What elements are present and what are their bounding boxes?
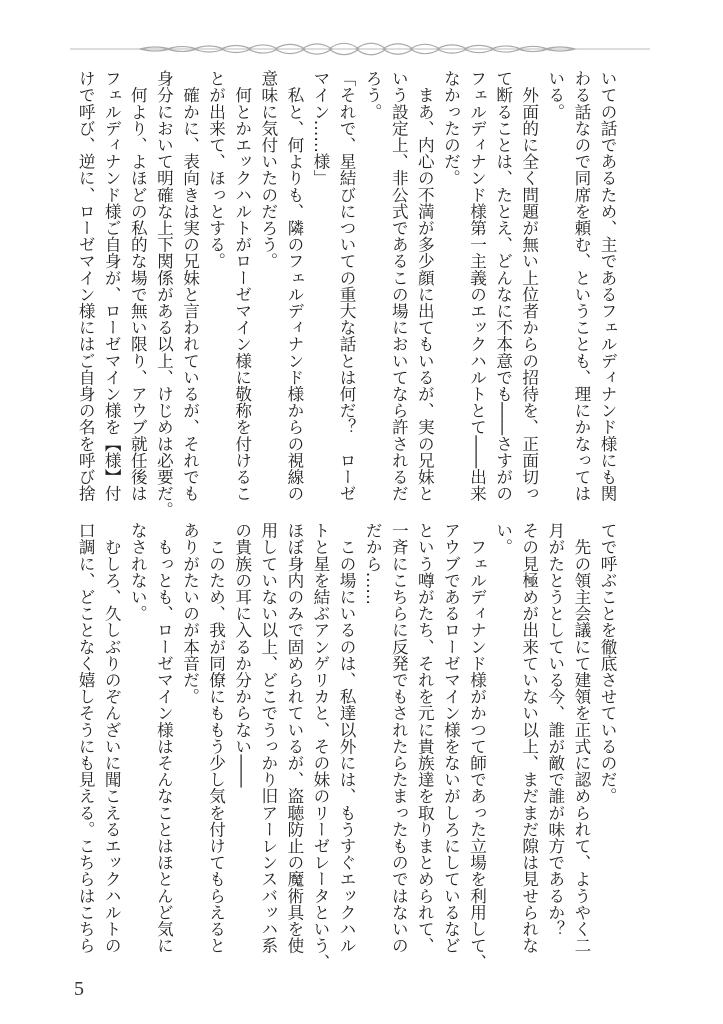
text-line: いての話であるため、主であるフェルディナンド様にも関 xyxy=(598,70,617,502)
text-line: フェルディナンド様第一主義のエックハルトとて――出来 xyxy=(467,70,487,502)
text-line: 口調に、どことなく嬉しそうにも見える。こちらはこちら xyxy=(76,522,96,954)
text-line: 一斉にこちらに反発でもされたらたまったものではないの xyxy=(389,522,409,954)
header-ornament xyxy=(70,34,650,64)
text-line: 用していない以上、どこでうっかり旧アーレンスバッハ系 xyxy=(258,522,278,954)
text-line: 意味に気付いたのだろう。 xyxy=(258,70,278,270)
text-line: 私と、何よりも、隣のフェルディナンド様からの視線の xyxy=(284,70,304,502)
text-line: わる話なので同席を頼む、ということも、理にかなっては xyxy=(571,70,591,502)
text-line: なかったのだ。 xyxy=(441,70,461,187)
text-line: むしろ、久しぶりのぞんざいに聞こえるエックハルトの xyxy=(102,522,122,954)
text-line: なされない。 xyxy=(128,522,148,622)
text-line: けで呼び、逆に、ローゼマイン様にはご自身の名を呼び捨 xyxy=(76,70,96,502)
text-line: その見極めが出来ていない以上、まだまだ隙は見せられな xyxy=(519,522,539,954)
text-line: 確かに、表向きは実の兄妹と言われているが、それでも xyxy=(180,70,200,502)
text-line: いる。 xyxy=(545,70,565,120)
text-block-top xyxy=(72,70,620,520)
text-line: この場にいるのは、私達以外には、もうすぐエックハル xyxy=(337,522,357,954)
text-line: まあ、内心の不満が多少顔に出てもいるが、実の兄妹と xyxy=(415,70,435,502)
text-line: もっとも、ローゼマイン様はそんなことはほとんど気に xyxy=(154,522,174,954)
text-line: アウブであるローゼマイン様をないがしろにしているなど xyxy=(441,522,461,954)
text-line: 身分において明確な上下関係がある以上、けじめは必要だ。 xyxy=(154,70,174,519)
text-line: フェルディナンド様がかつて師であった立場を利用して、 xyxy=(467,522,487,971)
text-line: 何とかエックハルトがローゼマイン様に敬称を付けるこ xyxy=(232,70,252,502)
text-line: とが出来て、ほっとする。 xyxy=(206,70,226,270)
text-line: 何より、よほどの私的な場で無い限り、アウブ就任後は xyxy=(128,70,148,502)
text-line: ありがたいのが本音だ。 xyxy=(180,522,200,705)
page-number: 5 xyxy=(74,978,84,1000)
text-line: てで呼ぶことを徹底させているのだ。 xyxy=(598,522,617,805)
text-block-bottom xyxy=(72,522,620,972)
text-line: マイン……様」 xyxy=(310,70,330,187)
text-line: いう設定上、非公式であるこの場においてなら許されるだ xyxy=(389,70,409,502)
text-line: 「それで、星結びについての重大な話とは何だ？ ローゼ xyxy=(337,70,357,502)
text-line: 先の領主会議にて建領を正式に認められて、ようやく二 xyxy=(571,522,591,954)
text-line: トと星を結ぶアンゲリカと、その妹のリーゼレータという、 xyxy=(310,522,330,971)
text-line: だから…… xyxy=(363,522,383,605)
text-line: という噂がたち、それを元に貴族達を取りまとめられて、 xyxy=(415,522,435,954)
text-line: ろう。 xyxy=(363,70,383,120)
text-line: フェルディナンド様ご自身が、ローゼマイン様を【様】付 xyxy=(102,70,122,502)
text-line: の貴族の耳に入るか分からない―― xyxy=(232,522,252,788)
text-line: い。 xyxy=(493,522,513,556)
text-line: ほぼ身内のみで固められているが、盗聴防止の魔術具を使 xyxy=(284,522,304,954)
text-line: て断ることは、たとえ、どんなに不本意でも――さすがの xyxy=(493,70,513,502)
text-line: このため、我が同僚にももう少し気を付けてもらえると xyxy=(206,522,226,954)
text-line: 外面的に全く問題が無い上位者からの招待を、正面切っ xyxy=(519,70,539,502)
text-line: 月がたとうとしている今、誰が敵で誰が味方であるか？ xyxy=(545,522,565,937)
